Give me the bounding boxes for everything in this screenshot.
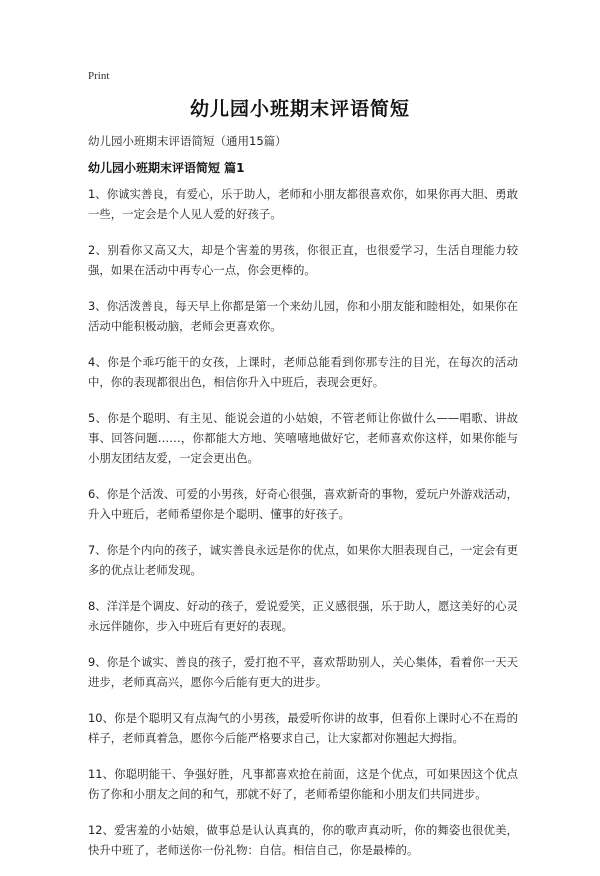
comment-paragraph-3: 3、你活泼善良，每天早上你都是第一个来幼儿园，你和小朋友能和睦相处，如果你在活动中能积极动脑，老师会更喜欢你。 [88, 299, 518, 333]
page-title: 幼儿园小班期末评语简短 [189, 98, 410, 120]
comment-list [88, 184, 518, 876]
comment-paragraph-7: 7、你是个内向的孩子，诚实善良永远是你的优点，如果你大胆表现自己，一定会有更多的优点让老师发现。 [88, 543, 518, 577]
comment-paragraph-11: 11、你聪明能干、争强好胜，凡事都喜欢抢在前面，这是个优点，可如果因这个优点伤了你和小朋友之间的和气，那就不好了，老师希望你能和小朋友们共同进步。 [88, 767, 518, 801]
section-heading: 幼儿园小班期末评语简短 篇1 [88, 161, 245, 175]
comment-paragraph-8: 8、洋洋是个调皮、好动的孩子，爱说爱笑，正义感很强，乐于助人，愿这美好的心灵永远伴随你，步入中班后有更好的表现。 [88, 599, 518, 633]
print-label[interactable]: Print [88, 70, 110, 82]
comment-paragraph-2: 2、别看你又高又大，却是个害羞的男孩，你很正直，也很爱学习，生活自理能力较强，如果在活动中再专心一点，你会更棒的。 [88, 243, 518, 277]
comment-paragraph-9: 9、你是个诚实、善良的孩子，爱打抱不平，喜欢帮助别人，关心集体，看着你一天天进步，老师真高兴，愿你今后能有更大的进步。 [88, 655, 518, 689]
comment-paragraph-6: 6、你是个活泼、可爱的小男孩，好奇心很强，喜欢新奇的事物，爱玩户外游戏活动，升入中班后，老师希望你是个聪明、懂事的好孩子。 [88, 487, 518, 521]
comment-paragraph-5: 5、你是个聪明、有主见、能说会道的小姑娘，不管老师让你做什么——唱歌、讲故事、回答问题……，你都能大方地、笑嘻嘻地做好它，老师喜欢你这样，如果你能与小朋友团结友爱，一定会更出色。 [88, 411, 518, 465]
comment-paragraph-12: 12、爱害羞的小姑娘，做事总是认认真真的，你的歌声真动听，你的舞姿也很优美，快升中班了，老师送你一份礼物：自信。相信自己，你是最棒的。 [88, 823, 518, 857]
subtitle: 幼儿园小班期末评语简短（通用15篇） [88, 134, 287, 148]
comment-paragraph-4: 4、你是个乖巧能干的女孩，上课时，老师总能看到你那专注的目光，在每次的活动中，你的表现都很出色，相信你升入中班后，表现会更好。 [88, 355, 518, 389]
comment-paragraph-10: 10、你是个聪明又有点淘气的小男孩，最爱听你讲的故事，但看你上课时心不在焉的样子，老师真着急，愿你今后能严格要求自己，让大家都对你翘起大拇指。 [88, 711, 518, 745]
comment-paragraph-1: 1、你诚实善良，有爱心，乐于助人，老师和小朋友都很喜欢你，如果你再大胆、勇敢一些，一定会是个人见人爱的好孩子。 [88, 187, 518, 221]
